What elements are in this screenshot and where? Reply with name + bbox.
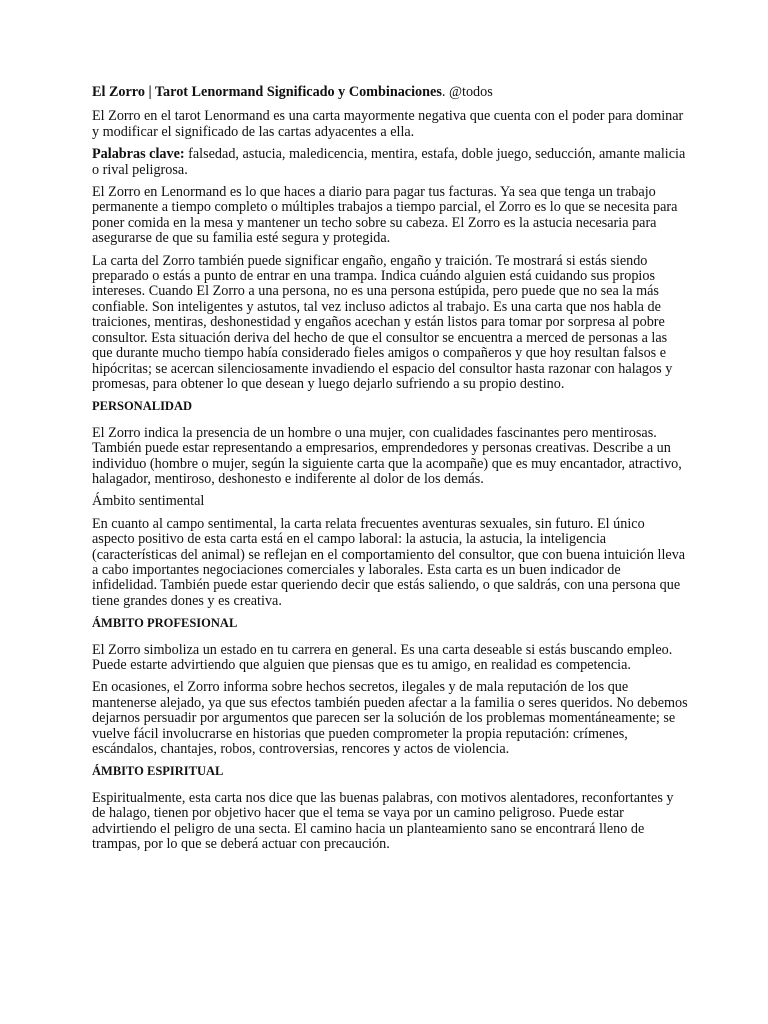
sentimental-paragraph: En cuanto al campo sentimental, la carta relata frecuentes aventuras sexuales, sin futuro. El único aspecto positivo de esta carta está en el campo laboral: la astucia, la astucia, la inteligencia (características del animal) se reflejan en el comportamiento del consultor, que con buena intuición lleva a cabo importantes negociaciones comerciales y laborales. Esta carta es un buen indicador de infidelidad. También puede estar queriendo decir que estás saliendo, o que saldrás, con una persona que tiene grandes dones y es creativa. [92,515,686,609]
heading-personalidad: PERSONALIDAD [92,399,193,414]
personalidad-paragraph: El Zorro indica la presencia de un hombre o una mujer, con cualidades fascinantes pero mentirosas. También puede estar representando a empresarios, emprendedores y personas creativas. Describe a un individuo (hombre o mujer, según la siguiente carta que la acompañe) que es muy encantador, atractivo, halagador, mentiroso, deshonesto e indiferente al dolor de los demás. [92,424,682,487]
title-bold: El Zorro | Tarot Lenormand Significado y Combinaciones [92,84,442,100]
title-tail: . @todos [441,84,493,100]
keywords-label: Palabras clave: [92,146,185,163]
profesional-paragraph-1: El Zorro simboliza un estado en tu carrera en general. Es una carta deseable si estás buscando empleo. Puede estarte advirtiendo que alguien que piensas que es tu amigo, en realidad es competencia. [92,641,673,673]
work-paragraph: El Zorro en Lenormand es lo que haces a diario para pagar tus facturas. Ya sea que tenga un trabajo permanente a tiempo completo o múltiples trabajos a tiempo parcial, el Zorro es lo que se necesita para poner comida en la mesa y mantener un techo sobre su cabeza. El Zorro es la astucia necesaria para asegurarse de que su familia esté segura y protegida. [92,184,678,247]
keywords-text: falsedad, astucia, maledicencia, mentira, estafa, doble juego, seducción, amante malicia o rival peligrosa. [92,146,686,178]
document-title [92,85,688,100]
espiritual-paragraph: Espiritualmente, esta carta nos dice que las buenas palabras, con motivos alentadores, reconfortantes y de halago, tienen por objetivo hacer que el tema se vaya por un camino peligroso. Puede estar advirtiendo el peligro de una secta. El camino hacia un planteamiento sano se encontrará lleno de trampas, por lo que se deberá actuar con precaución. [92,789,674,853]
deceit-paragraph: La carta del Zorro también puede significar engaño, engaño y traición. Te mostrará si estás siendo preparado o estás a punto de entrar en una trampa. Indica cuándo alguien está cuidando sus propios intereses. Cuando El Zorro a una persona, no es una persona estúpida, pero puede que no sea la más confiable. Son inteligentes y astutos, tal vez incluso adictos al trabajo. Es una carta que nos habla de traiciones, mentiras, deshonestidad y engaños acechan y están listos para tomar por sorpresa al pobre consultor. Esta situación deriva del hecho de que el consultor se encuentra a merced de personas a las que durante mucho tiempo había considerado fieles amigos o compañeros y que hoy resultan falsos e hipócritas; se acercan silenciosamente invadiendo el espacio del consultor hasta razonar con halagos y promesas, para obtener lo que desean y luego dejarlo sufriendo a su propio destino. [92,252,673,392]
heading-espiritual: ÁMBITO ESPIRITUAL [92,764,224,779]
keywords-paragraph [92,147,688,178]
heading-profesional: ÁMBITO PROFESIONAL [92,616,238,631]
profesional-paragraph-2: En ocasiones, el Zorro informa sobre hechos secretos, ilegales y de mala reputación de los que mantenerse alejado, ya que sus efectos también pueden afectar a la familia o seres queridos. No debemos dejarnos persuadir por argumentos que parecen ser la solución de los problemas momentáneamente; se vuelve fácil involucrarse en historias que pueden comprometer la propia reputación: crímenes, escándalos, chantajes, robos, controversias, rencores y actos de violencia. [92,679,688,758]
heading-sentimental: Ámbito sentimental [92,493,205,510]
intro-paragraph: El Zorro en el tarot Lenormand es una carta mayormente negativa que cuenta con el poder para dominar y modificar el significado de las cartas adyacentes a ella. [92,108,684,140]
